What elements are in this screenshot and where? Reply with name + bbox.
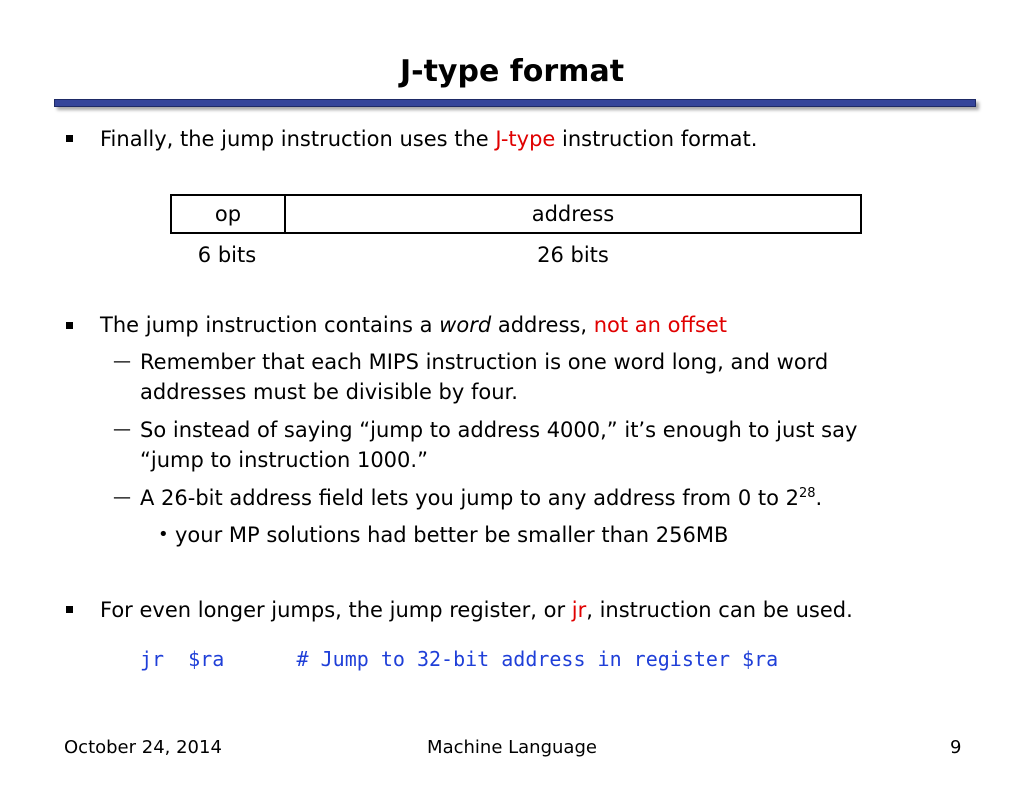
bullet-marker bbox=[66, 135, 73, 142]
word-italic: word bbox=[439, 313, 492, 337]
bullet-3 bbox=[100, 596, 853, 624]
bullet-marker bbox=[66, 322, 73, 329]
sub-bullet-dash: — bbox=[113, 351, 131, 372]
op-field: op bbox=[171, 195, 285, 233]
bullet-2-text-mid: address, bbox=[491, 313, 594, 337]
jtype-highlight: J-type bbox=[495, 127, 556, 151]
sub-bullet-2-line-1: So instead of saying “jump to address 4000,” it’s enough to just say bbox=[140, 418, 858, 442]
sub-bullet-2-line-2: “jump to instruction 1000.” bbox=[140, 448, 428, 472]
jr-highlight: jr bbox=[571, 598, 587, 622]
footer-date: October 24, 2014 bbox=[64, 737, 222, 758]
sub-bullet-dash: — bbox=[113, 419, 131, 440]
address-size: 26 bits bbox=[537, 243, 609, 267]
sub-bullet-1-line-2: addresses must be divisible by four. bbox=[140, 380, 518, 404]
sub-bullet-dash: — bbox=[113, 487, 131, 508]
slide-title: J-type format bbox=[399, 54, 625, 89]
title-underline-bar bbox=[54, 99, 976, 107]
jtype-format-table bbox=[170, 194, 862, 234]
sub-sub-bullet-dot: • bbox=[158, 524, 169, 545]
footer-title: Machine Language bbox=[427, 737, 597, 758]
code-example: jr $ra # Jump to 32-bit address in register $ra bbox=[140, 647, 779, 671]
address-field: address bbox=[285, 195, 861, 233]
page-number: 9 bbox=[950, 737, 962, 758]
bullet-marker bbox=[66, 606, 73, 613]
exponent: 28 bbox=[798, 486, 816, 501]
bullet-3-text-end: , instruction can be used. bbox=[586, 598, 853, 622]
bullet-2 bbox=[100, 311, 727, 339]
not-offset-highlight: not an offset bbox=[593, 313, 728, 337]
bullet-3-text: For even longer jumps, the jump register, or bbox=[100, 598, 572, 622]
sub-bullet-1-line-1: Remember that each MIPS instruction is one word long, and word bbox=[140, 350, 829, 374]
bullet-1-text: Finally, the jump instruction uses the bbox=[100, 127, 496, 151]
bullet-2-text: The jump instruction contains a bbox=[100, 313, 440, 337]
sub-sub-bullet: your MP solutions had better be smaller than 256MB bbox=[175, 523, 729, 547]
bullet-1 bbox=[100, 125, 757, 153]
sub-bullet-3-text: A 26-bit address field lets you jump to any address from 0 to 2 bbox=[140, 486, 799, 510]
op-size: 6 bits bbox=[197, 243, 257, 267]
bullet-1-text-end: instruction format. bbox=[555, 127, 758, 151]
sub-bullet-3 bbox=[140, 484, 822, 512]
sub-bullet-3-end: . bbox=[815, 486, 823, 510]
